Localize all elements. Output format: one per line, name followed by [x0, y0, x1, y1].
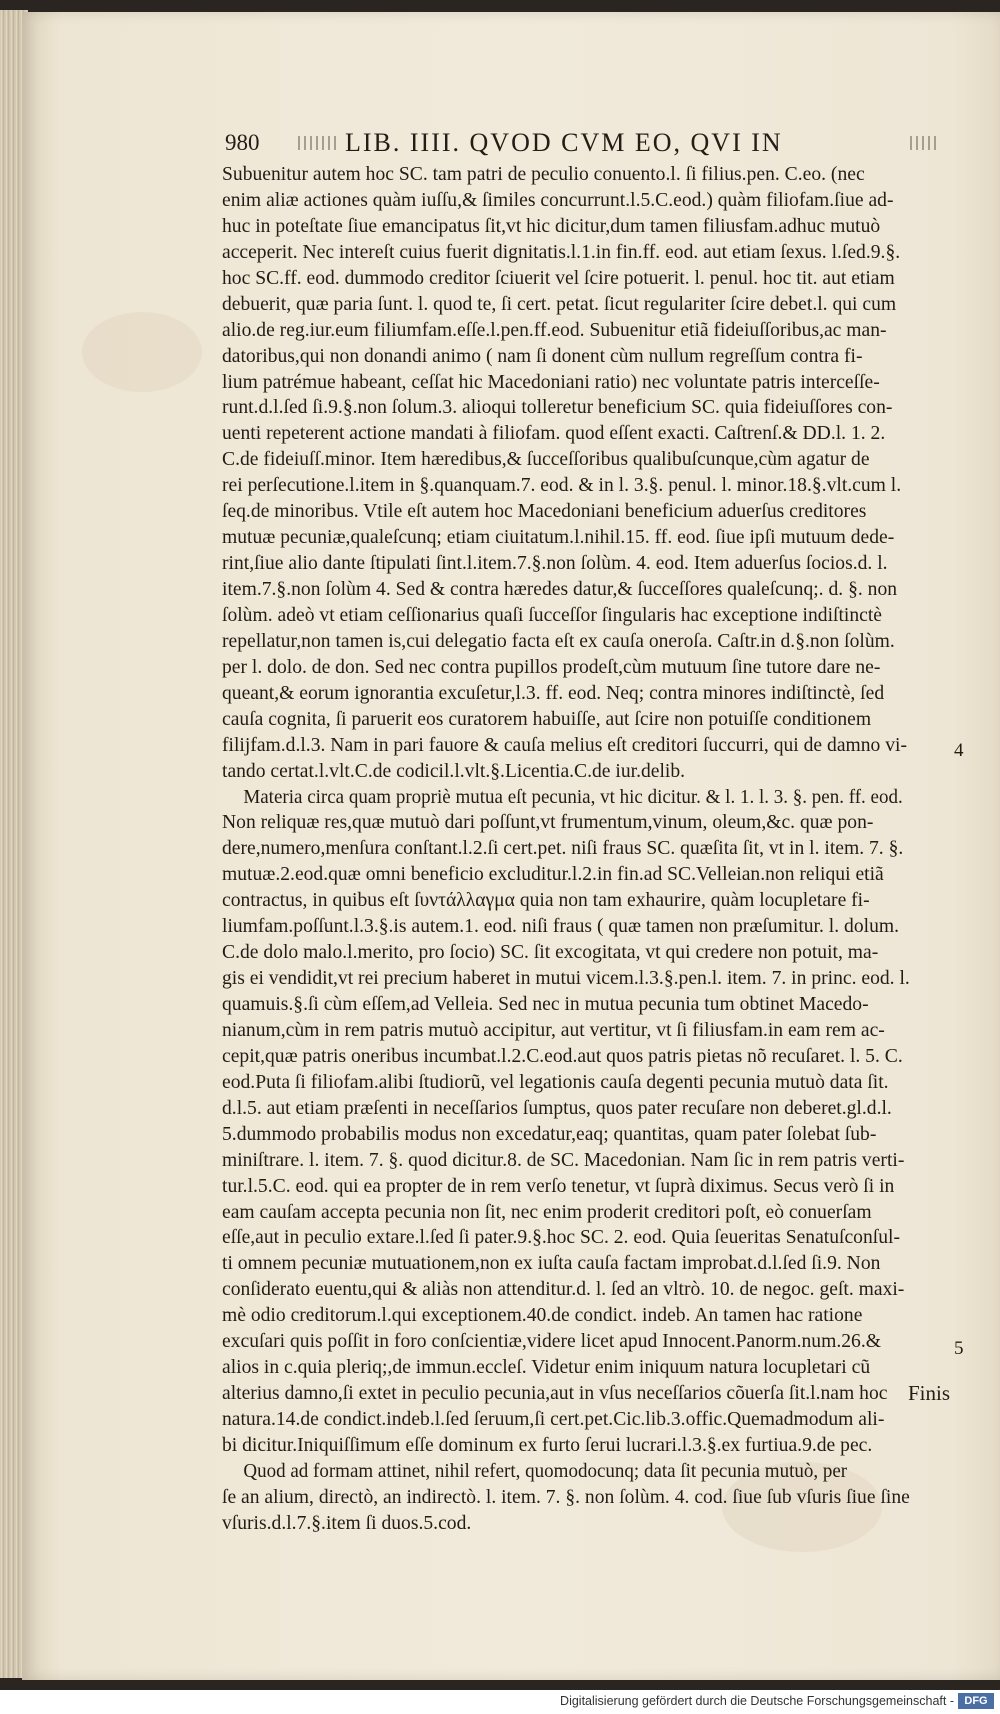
text-line: ti omnem pecuniæ mutuationem,non ex iuſta cauſa factam improbat.d.l.ſed ſi.9. Non [222, 1253, 881, 1275]
text-line: eod.Puta ſi filiofam.alibi ſtudiorũ, vel legationis cauſa degenti pecunia mutuò data ſit. [222, 1071, 889, 1093]
text-line: Quod ad formam attinet, nihil refert, quomodocunq; data ſit pecunia mutuò, per [243, 1460, 848, 1482]
text-line: C.de dolo malo.l.merito, pro ſocio) SC. ſit excogitata, vt qui credere non potuit, ma- [222, 942, 879, 964]
text-line: liumfam.poſſunt.l.3.§.is autem.1. eod. niſi fraus ( quæ tamen non præſumitur. l. dolum. [222, 916, 900, 938]
footer-credit: Digitalisierung gefördert durch die Deutsche Forschungsgemeinschaft - [560, 1694, 954, 1708]
dfg-logo-icon: DFG [958, 1693, 994, 1709]
text-line: eam cauſam accepta pecunia non ſit, nec enim proderit creditori poſt, eò conuerſam [222, 1201, 872, 1223]
text-line: natura.14.de condict.indeb.l.ſed ſeruum,ſi cert.pet.Cic.lib.3.offic.Quemadmodum ali- [222, 1409, 885, 1430]
text-line: lium patrémue habeant, ceſſat hic Macedoniani ratio) nec voluntate patris interceſſe- [222, 371, 880, 393]
text-line: item.7.§.non ſolùm 4. Sed & contra hæredes datur,& ſucceſſores qualeſcunq;. d. §. non [222, 579, 898, 600]
text-line: miniſtrare. l. item. 7. §. quod dicitur.8. de SC. Macedonian. Nam ſic in rem patris verti- [222, 1149, 905, 1171]
text-line: filijfam.d.l.3. Nam in pari fauore & cauſa melius eſt creditori ſuccurri, qui de damno vi- [222, 734, 908, 756]
text-line: alio.de reg.iur.eum filiumfam.eſſe.l.pen.ff.eod. Subuenitur etiã fideiuſſoribus,ac man- [222, 319, 887, 341]
text-line: uenti repeterent actione mandati à filiofam. quod eſſent exacti. Caſtrenſ.& DD.l. 1. 2. [222, 423, 886, 445]
text-line: gis ei vendidit,vt rei precium haberet in mutui vicem.l.3.§.pen.l. item. 7. in princ. eod. l. [222, 968, 910, 990]
text-line: bi dicitur.Iniquiſſimum eſſe dominum ex furto ſerui lucrari.l.3.§.ex furtiua.9.de pec. [222, 1434, 873, 1456]
paper-stain [82, 312, 202, 392]
text-line: contractus, in quibus eſt ſυντάλλαγμα quia non tam exhaurire, quàm locupletare fi- [222, 890, 870, 912]
text-line: per l. dolo. de don. Sed nec contra pupillos prodeſt,cùm mutuum ſine tutore dare ne- [222, 656, 881, 678]
text-line: enim aliæ actiones quàm iuſſu,& ſimiles concurrunt.l.5.C.eod.) quàm filiofam.ſiue ad- [222, 189, 894, 211]
text-line: Materia circa quam propriè mutua eſt pecunia, vt hic dicitur. & l. 1. l. 3. §. pen. ff. eod. [243, 786, 903, 808]
ornament-right [910, 136, 940, 150]
text-line: rint,ſiue alio dante ſtipulati ſint.l.item.7.§.non ſolùm. 4. eod. Item aduerſus ſocios.d. l. [222, 553, 888, 575]
text-line: ſolùm. adeò vt etiam ceſſionarius quaſi ſucceſſor ſingularis hac exceptione indiſtinctè [222, 604, 882, 626]
margin-number: 5 [954, 1338, 964, 1359]
text-line: hoc SC.ff. eod. dummodo creditor ſciuerit vel ſcire potuerit. l. penul. hoc tit. aut etiam [222, 267, 895, 289]
text-line: mutuæ pecuniæ,qualeſcunq; etiam ciuitatum.l.nihil.15. ff. eod. ſiue ipſi mutuum dede- [222, 527, 895, 549]
text-line: runt.d.l.ſed ſi.9.§.non ſolum.3. alioqui tolleretur beneficium SC. quia fideiuſſores con- [222, 397, 893, 419]
text-line: tando certat.l.vlt.C.de codicil.l.vlt.§.Licentia.C.de iur.delib. [222, 760, 686, 782]
text-line: excuſari quis poſſit in foro conſcientiæ,videre licet apud Innocent.Panorm.num.26.& [222, 1331, 881, 1353]
text-line: C.de fideiuſſ.minor. Item hæredibus,& ſucceſſoribus qualibuſcunque,cùm agatur de [222, 449, 870, 471]
running-title: LIB. IIII. QVOD CVM EO, QVI IN [345, 128, 783, 157]
text-line: cepit,quæ patris oneribus incumbat.l.2.C.eod.aut quos patris pietas nõ recuſaret. l. 5. C. [222, 1045, 903, 1067]
text-line: conſiderato euentu,qui & aliàs non attenditur.d. l. ſed an vltrò. 10. de negoc. geſt. maxi- [222, 1279, 905, 1301]
text-line: mutuæ.2.eod.quæ omni beneficio excluditur.l.2.in fin.ad SC.Velleian.non reliqui etiã [222, 864, 884, 886]
text-line: huc in poteſtate ſiue emancipatus ſit,vt hic dicitur,dum tamen filiusfam.adhuc mutuò [222, 215, 881, 237]
text-line: Subuenitur autem hoc SC. tam patri de peculio conuento.l. ſi filius.pen. C.eo. (nec [222, 164, 865, 185]
text-line: acceperit. Nec intereſt cuius fuerit dignitatis.l.1.in fin.ff. eod. aut etiam ſexus. l.ſed.9.§. [222, 241, 901, 263]
text-line: Non reliquæ res,quæ mutuò dari poſſunt,vt frumentum,vinum, oleum,&c. quæ pon- [222, 812, 874, 834]
text-line: vſuris.d.l.7.§.item ſi duos.5.cod. [222, 1512, 472, 1534]
ornament-left [298, 136, 338, 150]
text-line: dere,numero,menſura conſtant.l.2.ſi cert.pet. niſi fraus SC. quæſita ſit, vt in l. item. 7. §. [222, 838, 904, 860]
digitization-footer [0, 1690, 1000, 1714]
text-line: nianum,cùm in rem patris mutuò accipitur, aut vertitur, vt ſi filiusfam.in eam rem ac- [222, 1019, 885, 1041]
margin-number: 4 [954, 740, 964, 761]
text-line: ſeq.de minoribus. Vtile eſt autem hoc Macedoniani beneficium aduerſus creditores [222, 501, 867, 523]
text-line: tur.l.5.C. eod. qui ea propter de in rem verſo tenetur, vt ſuprà diximus. Secus verò ſi in [222, 1175, 895, 1197]
text-line: cauſa cognita, ſi paruerit eos curatorem habuiſſe, aut ſcire non potuiſſe conditionem [222, 708, 872, 730]
text-line: ſe an alium, directò, an indirectò. l. item. 7. §. non ſolùm. 4. cod. ſiue ſub vſuris ſiue ſine [222, 1486, 910, 1508]
text-line: repellatur,non tamen is,cui delegatio facta eſt ex cauſa oneroſa. Caſtr.in d.§.non ſolùm. [222, 630, 895, 652]
text-line: alios in c.quia pleriq;,de immun.eccleſ. Videtur enim iniquum natura locupletari cũ [222, 1357, 871, 1379]
text-line: mè odio creditorum.l.qui exceptionem.40.de condict. indeb. An tamen hac ratione [222, 1305, 863, 1327]
text-line: quamuis.§.ſi cùm eſſem,ad Velleia. Sed nec in mutua pecunia tum obtinet Macedo- [222, 994, 869, 1015]
text-line: 5.dummodo probabilis modus non excedatur,eaq; quantitas, quam pater ſolebat ſub- [222, 1123, 877, 1145]
text-line: eſſe,aut in peculio extare.l.ſed ſi pater.9.§.hoc SC. 2. eod. Quia ſeueritas Senatuſconſul- [222, 1227, 900, 1249]
text-line: alterius damno,ſi extet in peculio pecunia,aut in vſus neceſſarios cõuerſa ſit.l.nam hoc [222, 1383, 888, 1405]
text-line: debuerit, quæ paria ſunt. l. quod te, ſi cert. petat. ſicut regulariter ſcire debet.l. qui cum [222, 293, 897, 315]
text-line: rei perſecutione.l.item in §.quanquam.7. eod. & in l. 3.§. penul. l. minor.18.§.vlt.cum l. [222, 475, 902, 497]
closing-word: Finis [908, 1381, 951, 1405]
text-line: d.l.5. aut etiam præſenti in neceſſarios ſumptus, quos pater recuſare non deberet.gl.d.l. [222, 1097, 892, 1119]
body-text [222, 162, 955, 1537]
text-line: datoribus,qui non donandi animo ( nam ſi donent cùm nullum regreſſum contra fi- [222, 345, 863, 367]
text-line: queant,& eorum ignorantia excuſetur,l.3. ff. eod. Neq; contra minores indiſtinctè, ſed [222, 682, 885, 704]
page-number: 980 [225, 130, 260, 155]
